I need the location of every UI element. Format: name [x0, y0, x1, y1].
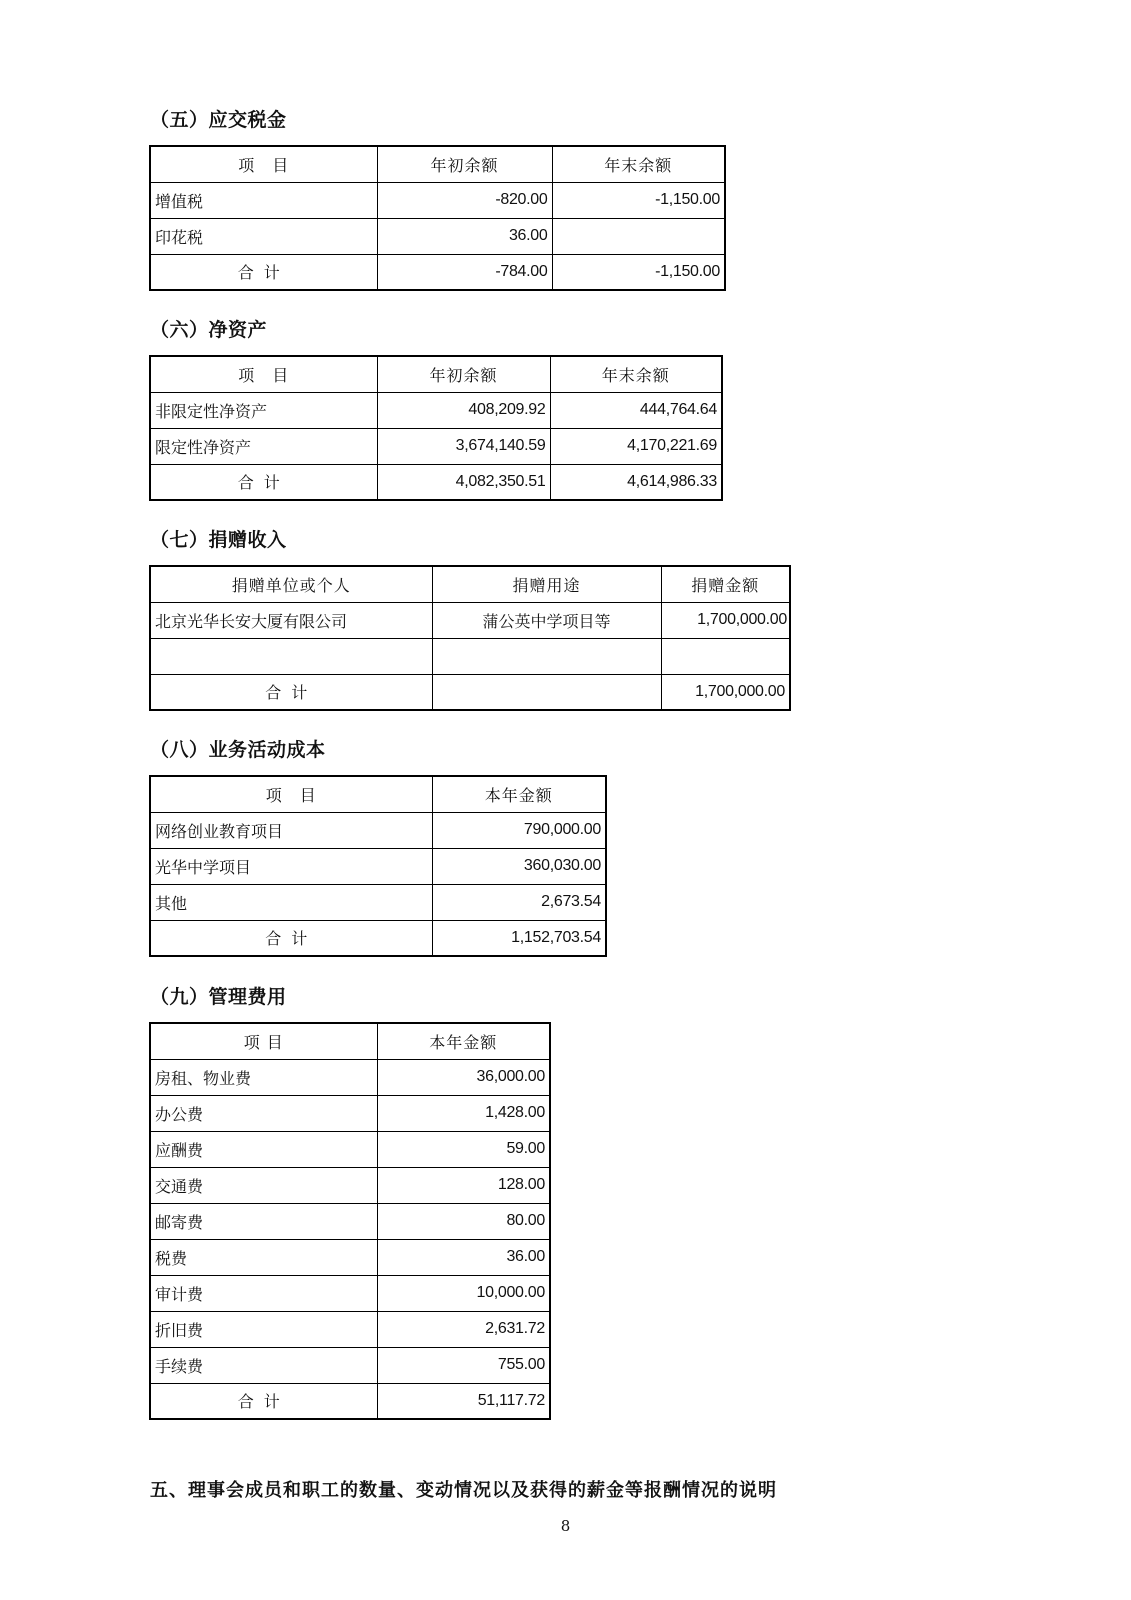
end-balance-cell: -1,150.00	[552, 182, 725, 218]
total-row	[150, 920, 606, 956]
column-header-item: 项 目	[150, 1023, 377, 1059]
donor-cell: 北京光华长安大厦有限公司	[150, 602, 432, 638]
table-header-row	[150, 356, 722, 392]
admin-expenses-table	[149, 1022, 551, 1420]
row-label: 网络创业教育项目	[150, 812, 432, 848]
purpose-cell: 蒲公英中学项目等	[432, 602, 661, 638]
column-header-item: 项 目	[150, 146, 377, 182]
start-balance-cell: -820.00	[377, 182, 552, 218]
table-header-row	[150, 776, 606, 812]
end-balance-total: -1,150.00	[552, 254, 725, 290]
table-row	[150, 1131, 550, 1167]
end-balance-cell	[552, 218, 725, 254]
total-row	[150, 1383, 550, 1419]
amount-total: 1,700,000.00	[661, 674, 790, 710]
section-title-taxes: （五）应交税金	[150, 109, 287, 131]
start-balance-cell: 36.00	[377, 218, 552, 254]
column-header-start-balance: 年初余额	[377, 356, 550, 392]
amount-cell: 755.00	[377, 1347, 550, 1383]
row-label: 税费	[150, 1239, 377, 1275]
total-label: 合计	[150, 674, 432, 710]
amount-cell: 80.00	[377, 1203, 550, 1239]
column-header-end-balance: 年末余额	[550, 356, 722, 392]
section-title-net-assets: （六）净资产	[150, 319, 268, 341]
purpose-cell	[432, 674, 661, 710]
amount-cell: 59.00	[377, 1131, 550, 1167]
table-header-row	[150, 1023, 550, 1059]
table-row	[150, 182, 725, 218]
row-label: 光华中学项目	[150, 848, 432, 884]
row-label: 限定性净资产	[150, 428, 377, 464]
total-row	[150, 674, 790, 710]
amount-cell: 2,631.72	[377, 1311, 550, 1347]
donor-cell	[150, 638, 432, 674]
end-balance-cell: 4,170,221.69	[550, 428, 722, 464]
amount-total: 51,117.72	[377, 1383, 550, 1419]
amount-cell: 790,000.00	[432, 812, 606, 848]
section-heading-board-and-staff: 五、理事会成员和职工的数量、变动情况以及获得的薪金等报酬情况的说明	[150, 1480, 777, 1501]
amount-cell: 36,000.00	[377, 1059, 550, 1095]
donations-table	[149, 565, 791, 711]
purpose-cell	[432, 638, 661, 674]
column-header-end-balance: 年末余额	[552, 146, 725, 182]
column-header-amount: 本年金额	[432, 776, 606, 812]
column-header-donor: 捐赠单位或个人	[150, 566, 432, 602]
table-row	[150, 392, 722, 428]
row-label: 办公费	[150, 1095, 377, 1131]
start-balance-total: 4,082,350.51	[377, 464, 550, 500]
table-row	[150, 1059, 550, 1095]
row-label: 邮寄费	[150, 1203, 377, 1239]
column-header-amount: 本年金额	[377, 1023, 550, 1059]
column-header-purpose: 捐赠用途	[432, 566, 661, 602]
table-header-row	[150, 566, 790, 602]
total-row	[150, 254, 725, 290]
amount-cell: 36.00	[377, 1239, 550, 1275]
total-label: 合计	[150, 254, 377, 290]
table-row	[150, 218, 725, 254]
taxes-table	[149, 145, 726, 291]
amount-cell: 1,428.00	[377, 1095, 550, 1131]
row-label: 折旧费	[150, 1311, 377, 1347]
row-label: 审计费	[150, 1275, 377, 1311]
row-label: 其他	[150, 884, 432, 920]
row-label: 应酬费	[150, 1131, 377, 1167]
section-title-donations: （七）捐赠收入	[150, 529, 287, 551]
net-assets-table	[149, 355, 723, 501]
row-label: 手续费	[150, 1347, 377, 1383]
row-label: 房租、物业费	[150, 1059, 377, 1095]
section-title-activity-costs: （八）业务活动成本	[150, 739, 326, 761]
amount-cell: 10,000.00	[377, 1275, 550, 1311]
table-row	[150, 1275, 550, 1311]
table-row	[150, 1095, 550, 1131]
column-header-start-balance: 年初余额	[377, 146, 552, 182]
table-row	[150, 602, 790, 638]
amount-cell	[661, 638, 790, 674]
table-row	[150, 1167, 550, 1203]
table-header-row	[150, 146, 725, 182]
activity-costs-table	[149, 775, 607, 957]
table-row	[150, 638, 790, 674]
start-balance-total: -784.00	[377, 254, 552, 290]
start-balance-cell: 3,674,140.59	[377, 428, 550, 464]
end-balance-total: 4,614,986.33	[550, 464, 722, 500]
amount-cell: 128.00	[377, 1167, 550, 1203]
table-row	[150, 848, 606, 884]
total-label: 合计	[150, 920, 432, 956]
amount-cell: 360,030.00	[432, 848, 606, 884]
amount-cell: 2,673.54	[432, 884, 606, 920]
table-row	[150, 1347, 550, 1383]
column-header-item: 项 目	[150, 776, 432, 812]
total-label: 合计	[150, 464, 377, 500]
amount-cell: 1,700,000.00	[661, 602, 790, 638]
start-balance-cell: 408,209.92	[377, 392, 550, 428]
row-label: 非限定性净资产	[150, 392, 377, 428]
amount-total: 1,152,703.54	[432, 920, 606, 956]
column-header-item: 项 目	[150, 356, 377, 392]
total-label: 合计	[150, 1383, 377, 1419]
table-row	[150, 1203, 550, 1239]
table-row	[150, 1239, 550, 1275]
table-row	[150, 812, 606, 848]
table-row	[150, 428, 722, 464]
column-header-amount: 捐赠金额	[661, 566, 790, 602]
section-title-admin-expenses: （九）管理费用	[150, 986, 287, 1008]
page-number: 8	[560, 1517, 571, 1535]
row-label: 交通费	[150, 1167, 377, 1203]
table-row	[150, 1311, 550, 1347]
row-label: 印花税	[150, 218, 377, 254]
row-label: 增值税	[150, 182, 377, 218]
end-balance-cell: 444,764.64	[550, 392, 722, 428]
total-row	[150, 464, 722, 500]
table-row	[150, 884, 606, 920]
